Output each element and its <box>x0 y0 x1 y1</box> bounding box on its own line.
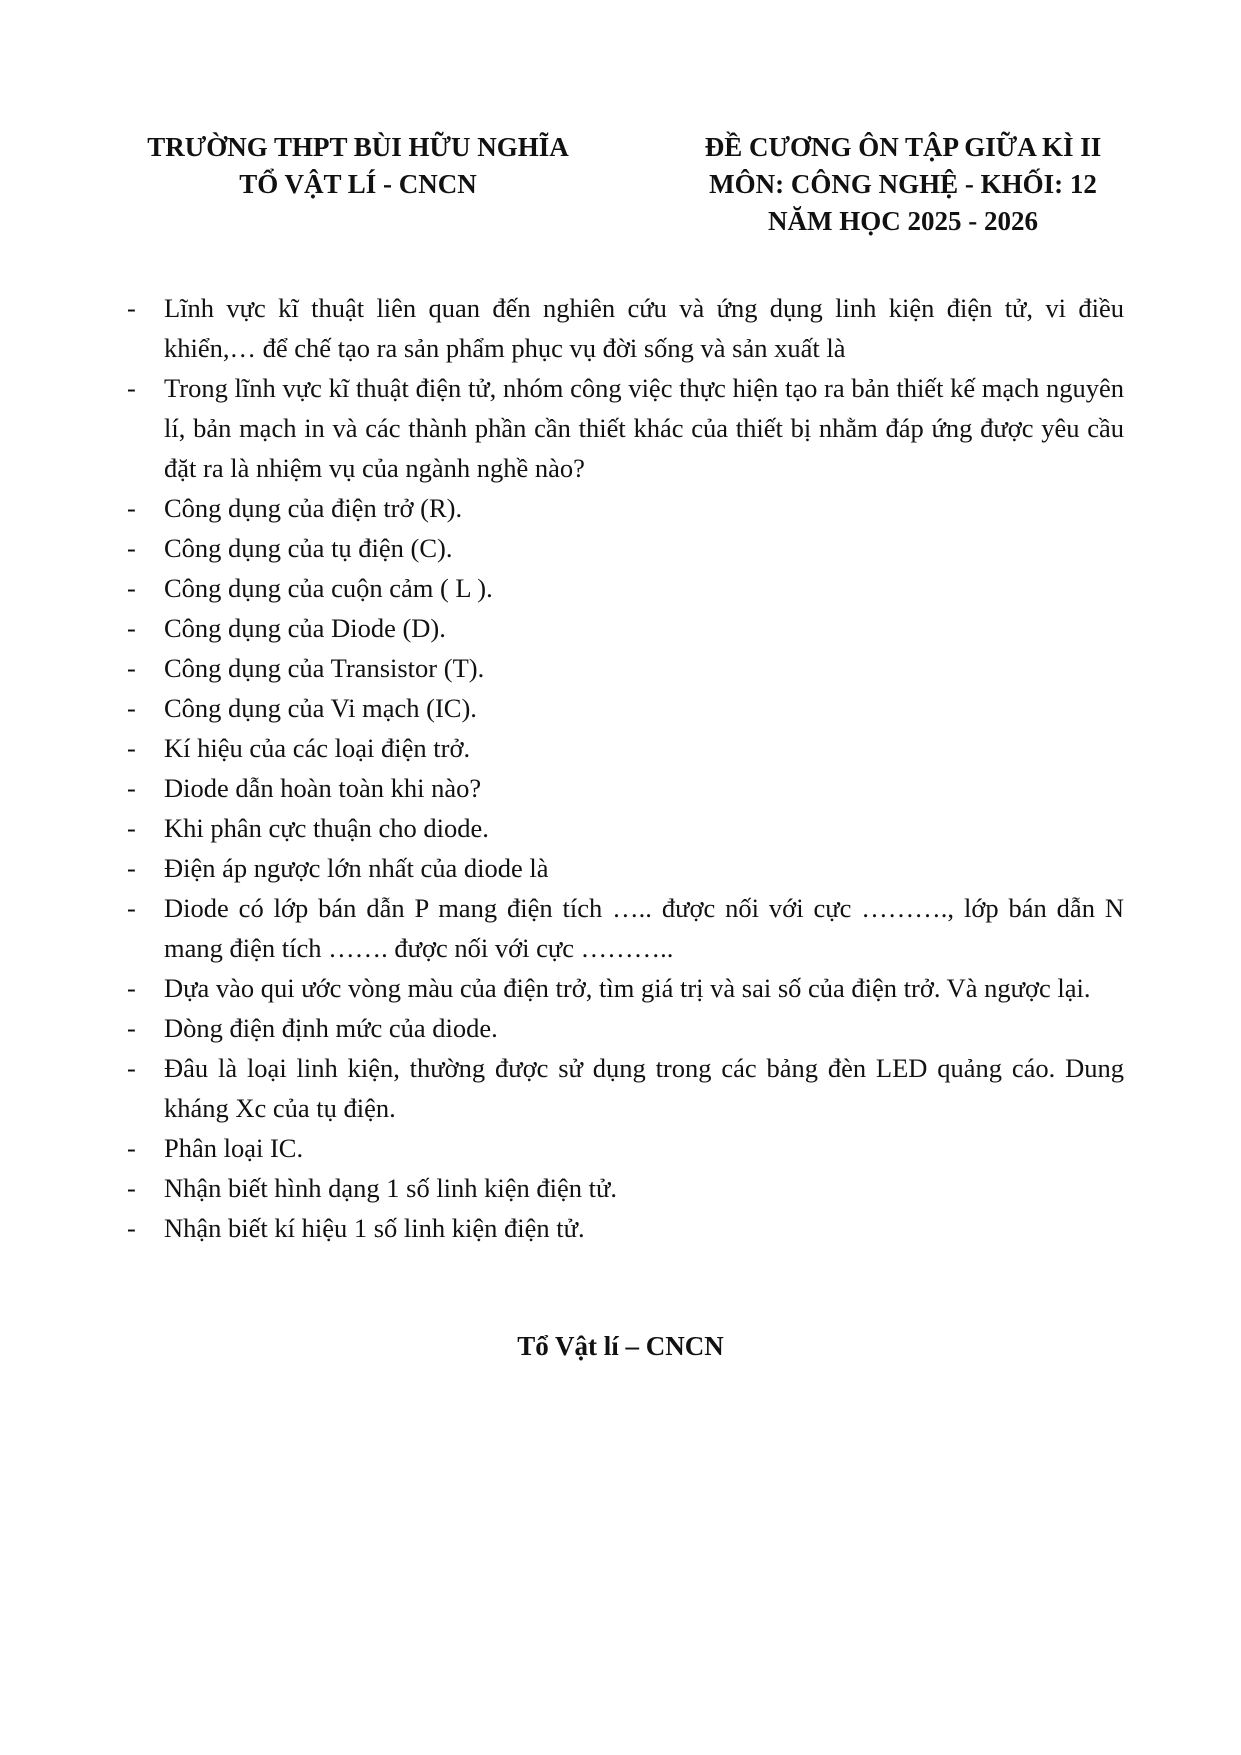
bullet-dash: - <box>127 1013 136 1043</box>
list-item <box>127 1128 1124 1168</box>
list-item-text: Công dụng của điện trở (R). <box>164 493 463 523</box>
department-name: TỔ VẬT LÍ - CNCN <box>239 169 477 199</box>
review-topic-list <box>127 288 1124 1248</box>
list-item-text: Đâu là loại linh kiện, thường được sử dụng trong các bảng đèn LED quảng cáo. Dung kháng Xc của tụ điện. <box>164 1053 1124 1123</box>
list-item-text: Khi phân cực thuận cho diode. <box>164 813 489 843</box>
list-item-text: Nhận biết hình dạng 1 số linh kiện điện tử. <box>164 1173 618 1203</box>
bullet-dash: - <box>127 813 136 843</box>
bullet-dash: - <box>127 653 136 683</box>
bullet-dash: - <box>127 1053 136 1083</box>
list-item <box>127 608 1124 648</box>
list-item <box>127 728 1124 768</box>
list-item <box>127 968 1124 1008</box>
list-item-text: Công dụng của tụ điện (C). <box>164 533 453 563</box>
bullet-dash: - <box>127 613 136 643</box>
list-item <box>127 488 1124 528</box>
list-item <box>127 288 1124 368</box>
list-item <box>127 1168 1124 1208</box>
list-item <box>127 368 1124 488</box>
list-item <box>127 1208 1124 1248</box>
bullet-dash: - <box>127 373 136 403</box>
list-item-text: Phân loại IC. <box>164 1133 304 1163</box>
list-item-text: Công dụng của Vi mạch (IC). <box>164 693 477 723</box>
subject-grade: MÔN: CÔNG NGHỆ - KHỐI: 12 <box>709 169 1097 199</box>
list-item <box>127 888 1124 968</box>
list-item-text: Công dụng của Transistor (T). <box>164 653 485 683</box>
list-item-text: Công dụng của cuộn cảm ( L ). <box>164 573 493 603</box>
list-item-text: Dựa vào qui ước vòng màu của điện trở, tìm giá trị và sai số của điện trở. Và ngược lại. <box>164 973 1091 1003</box>
list-item-text: Điện áp ngược lớn nhất của diode là <box>164 853 549 883</box>
list-item <box>127 848 1124 888</box>
footer-signature: Tổ Vật lí – CNCN <box>517 1331 724 1361</box>
list-item <box>127 528 1124 568</box>
list-item <box>127 808 1124 848</box>
bullet-dash: - <box>127 973 136 1003</box>
bullet-dash: - <box>127 573 136 603</box>
list-item-text: Diode có lớp bán dẫn P mang điện tích ….. được nối với cực ………., lớp bán dẫn N mang điện tích ……. được nối với cực ……….. <box>164 893 1124 963</box>
list-item-text: Trong lĩnh vực kĩ thuật điện tử, nhóm công việc thực hiện tạo ra bản thiết kế mạch nguyên lí, bản mạch in và các thành phần cần thiết khác của thiết bị nhằm đáp ứng được yêu cầu đặt ra là nhiệm vụ của ngành nghề nào? <box>164 373 1124 483</box>
document-title: ĐỀ CƯƠNG ÔN TẬP GIỮA KÌ II <box>704 132 1102 162</box>
bullet-dash: - <box>127 853 136 883</box>
list-item <box>127 1008 1124 1048</box>
list-item-text: Lĩnh vực kĩ thuật liên quan đến nghiên cứu và ứng dụng linh kiện điện tử, vi điều khiển,… để chế tạo ra sản phẩm phục vụ đời sống và sản xuất là <box>164 293 1124 363</box>
bullet-dash: - <box>127 1173 136 1203</box>
bullet-dash: - <box>127 733 136 763</box>
bullet-dash: - <box>127 493 136 523</box>
list-item-text: Nhận biết kí hiệu 1 số linh kiện điện tử. <box>164 1213 585 1243</box>
list-item <box>127 768 1124 808</box>
list-item <box>127 1048 1124 1128</box>
bullet-dash: - <box>127 773 136 803</box>
document-title-block <box>683 129 1123 240</box>
school-name: TRƯỜNG THPT BÙI HỮU NGHĨA <box>147 132 569 162</box>
list-item <box>127 688 1124 728</box>
list-item <box>127 648 1124 688</box>
list-item <box>127 568 1124 608</box>
school-header <box>118 129 598 203</box>
list-item-text: Công dụng của Diode (D). <box>164 613 446 643</box>
bullet-dash: - <box>127 693 136 723</box>
list-item-text: Dòng điện định mức của diode. <box>164 1013 498 1043</box>
school-year: NĂM HỌC 2025 - 2026 <box>768 206 1038 236</box>
bullet-dash: - <box>127 1133 136 1163</box>
list-item-text: Kí hiệu của các loại điện trở. <box>164 733 471 763</box>
bullet-dash: - <box>127 293 136 323</box>
bullet-dash: - <box>127 893 136 923</box>
list-item-text: Diode dẫn hoàn toàn khi nào? <box>164 773 482 803</box>
bullet-dash: - <box>127 533 136 563</box>
bullet-dash: - <box>127 1213 136 1243</box>
